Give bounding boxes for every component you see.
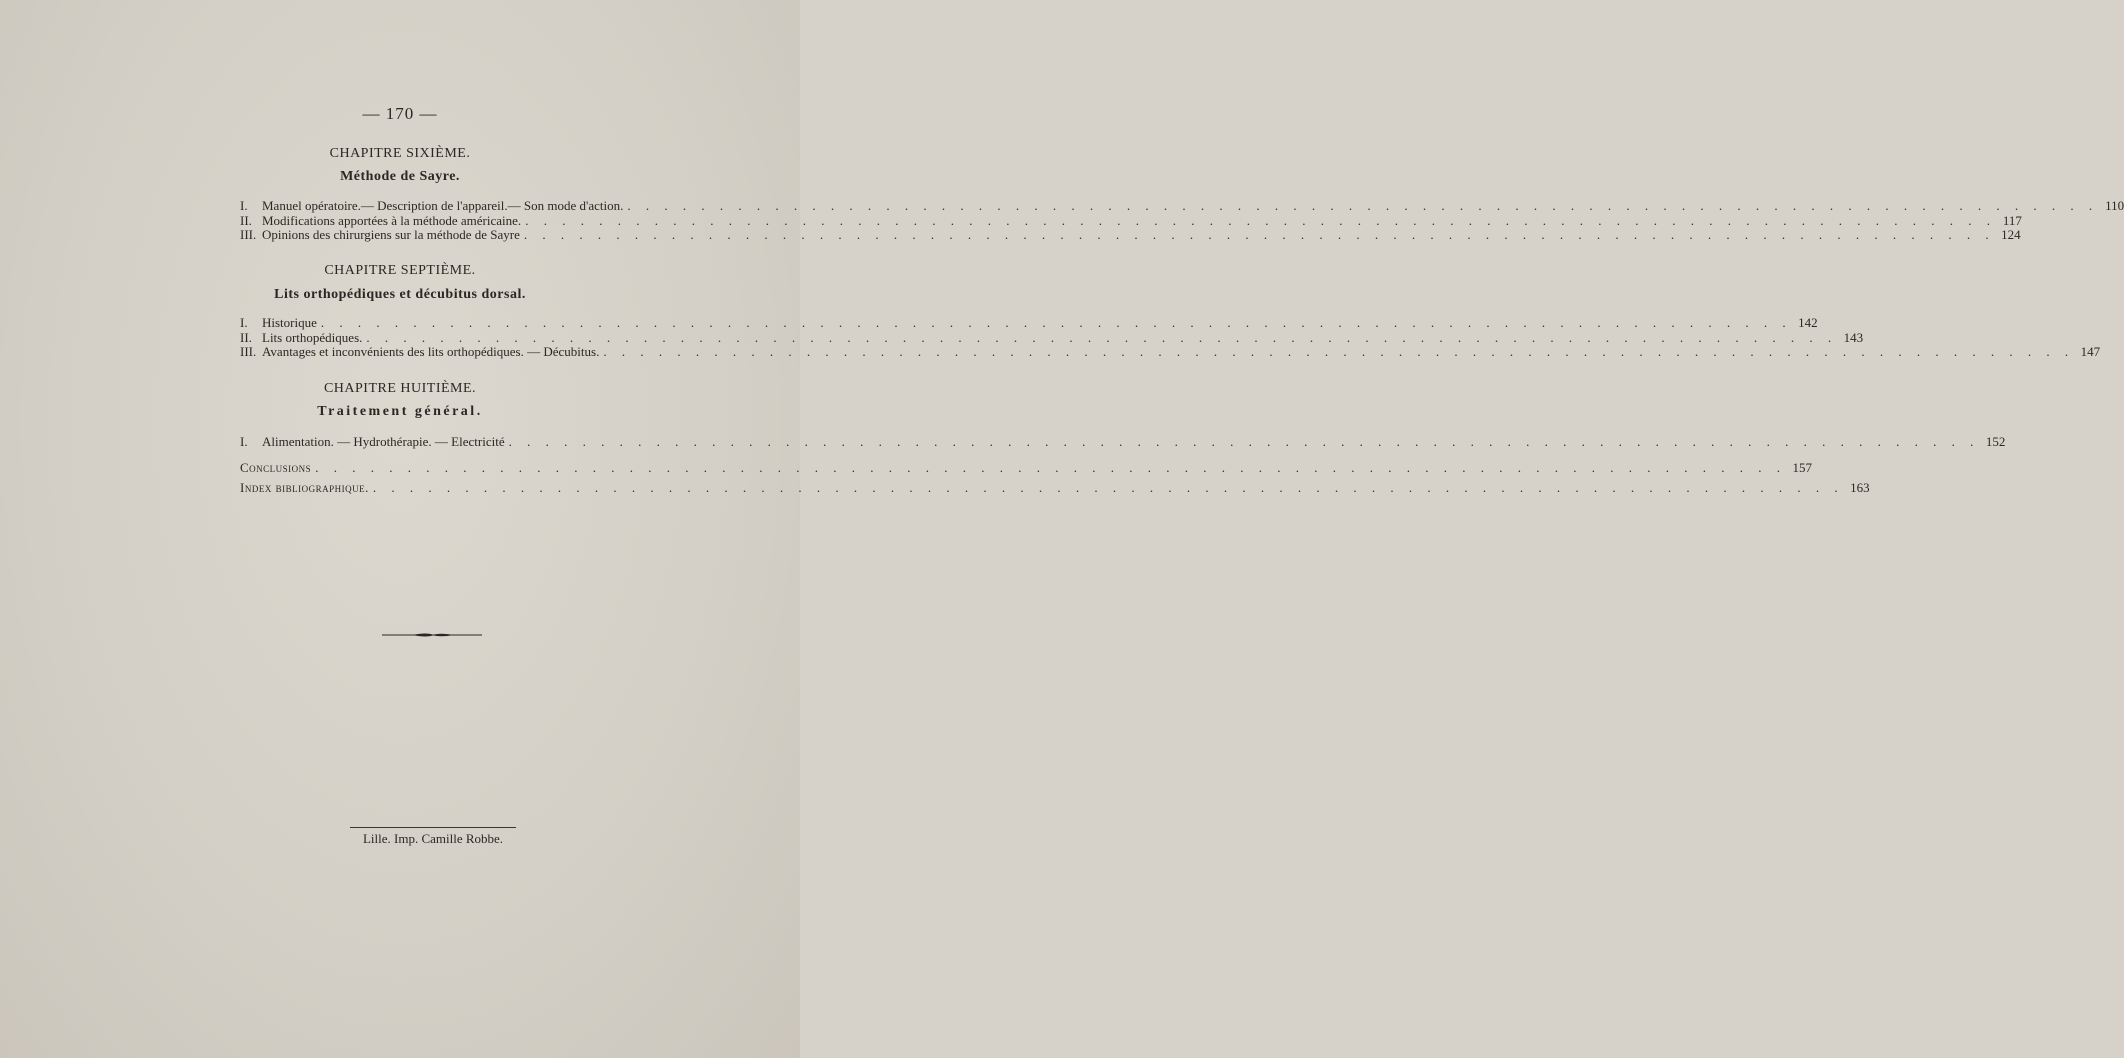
- page-number: — 170 —: [362, 104, 438, 123]
- printer-rule: [350, 827, 516, 828]
- leader-dots: . . . . . . . . . . . . . . . . . . . . . . . . . . . . . . . . . . . . . . . . . . . . . . . . . . . . . . . . . . . . . . . . . . . . . . . . . . . . . . . .: [372, 480, 1844, 495]
- leader-dots: . . . . . . . . . . . . . . . . . . . . . . . . . . . . . . . . . . . . . . . . . . . . . . . . . . . . . . . . . . . . . . . . . . . . . . . . . . . . . . . .: [315, 460, 1786, 475]
- chapter-8-heading: CHAPITRE HUITIÈME.: [323, 381, 477, 396]
- toc-entry-page: 163: [1850, 480, 1870, 495]
- toc-entry-title: Alimentation. — Hydrothérapie. — Electricité: [262, 434, 505, 449]
- chapter-8-toc: [240, 434, 2006, 450]
- toc-entry: [240, 458, 1812, 478]
- toc-entry-number: II.: [240, 212, 252, 228]
- toc-entry-page: 142: [1798, 315, 1818, 330]
- ornamental-rule: [382, 632, 482, 638]
- chapter-6-toc: [240, 198, 2124, 243]
- toc-entry: [240, 227, 2021, 243]
- toc-entry-title: Modifications apportées à la méthode américaine.: [262, 212, 522, 228]
- toc-entry-number: I.: [240, 315, 248, 330]
- leader-dots: . . . . . . . . . . . . . . . . . . . . . . . . . . . . . . . . . . . . . . . . . . . . . . . . . . . . . . . . . . . . . . . . . . . . . . . . . . . . . . . .: [603, 344, 2075, 359]
- toc-entry-page: 124: [2001, 227, 2021, 242]
- leader-dots: . . . . . . . . . . . . . . . . . . . . . . . . . . . . . . . . . . . . . . . . . . . . . . . . . . . . . . . . . . . . . . . . . . . . . . . . . . . . . . . .: [525, 212, 1996, 228]
- toc-entry-title: Conclusions: [240, 460, 312, 475]
- toc-entry-number: III.: [240, 227, 257, 242]
- toc-entry: [240, 478, 1870, 498]
- toc-entry-number: III.: [240, 344, 257, 359]
- toc-entry: [240, 434, 2006, 450]
- toc-entry-title: Lits orthopédiques.: [262, 329, 363, 345]
- end-matter-toc: [240, 458, 1870, 498]
- leader-dots: . . . . . . . . . . . . . . . . . . . . . . . . . . . . . . . . . . . . . . . . . . . . . . . . . . . . . . . . . . . . . . . . . . . . . . . . . . . . . . . .: [523, 227, 1995, 242]
- toc-entry-page: 157: [1792, 460, 1812, 475]
- chapter-6-title: Méthode de Sayre.: [340, 169, 460, 184]
- printer-imprint: Lille. Imp. Camille Robbe.: [362, 831, 504, 846]
- chapter-7-title: Lits orthopédiques et décubitus dorsal.: [274, 287, 526, 302]
- toc-entry: [240, 198, 2124, 214]
- toc-entry-page: 152: [1985, 434, 2006, 449]
- toc-entry-title: Historique: [262, 315, 317, 330]
- chapter-8-title: Traitement général.: [317, 404, 483, 419]
- toc-entry-page: 143: [1843, 329, 1864, 345]
- toc-entry-title: Index bibliographique.: [240, 480, 369, 495]
- toc-entry: [240, 212, 2022, 229]
- leader-dots: . . . . . . . . . . . . . . . . . . . . . . . . . . . . . . . . . . . . . . . . . . . . . . . . . . . . . . . . . . . . . . . . . . . . . . . . . . . . . . . .: [366, 329, 1838, 345]
- toc-entry-number: I.: [240, 434, 248, 449]
- toc-entry-title: Avantages et inconvénients des lits orthopédiques. — Décubitus.: [262, 344, 600, 359]
- toc-entry: [240, 344, 2101, 360]
- leader-dots: . . . . . . . . . . . . . . . . . . . . . . . . . . . . . . . . . . . . . . . . . . . . . . . . . . . . . . . . . . . . . . . . . . . . . . . . . . . . . . . .: [320, 315, 1792, 330]
- chapter-6-heading: CHAPITRE SIXIÈME.: [329, 146, 471, 161]
- toc-entry-page: 147: [2080, 344, 2101, 359]
- toc-entry: [240, 329, 1864, 346]
- toc-entry-number: I.: [240, 198, 248, 213]
- toc-entry-title: Opinions des chirurgiens sur la méthode de Sayre: [262, 227, 520, 242]
- toc-entry-page: 110: [2105, 198, 2124, 213]
- leader-dots: . . . . . . . . . . . . . . . . . . . . . . . . . . . . . . . . . . . . . . . . . . . . . . . . . . . . . . . . . . . . . . . . . . . . . . . . . . . . . . . .: [508, 434, 1980, 449]
- toc-entry-title: Manuel opératoire.— Description de l'appareil.— Son mode d'action.: [262, 198, 624, 213]
- toc-entry-page: 117: [2002, 212, 2022, 228]
- chapter-7-toc: [240, 315, 2101, 360]
- toc-entry: [240, 315, 1818, 331]
- toc-entry-number: II.: [240, 329, 252, 345]
- leader-dots: . . . . . . . . . . . . . . . . . . . . . . . . . . . . . . . . . . . . . . . . . . . . . . . . . . . . . . . . . . . . . . . . . . . . . . . . . . . . . . . .: [627, 198, 2099, 213]
- chapter-7-heading: CHAPITRE SEPTIÈME.: [324, 263, 476, 278]
